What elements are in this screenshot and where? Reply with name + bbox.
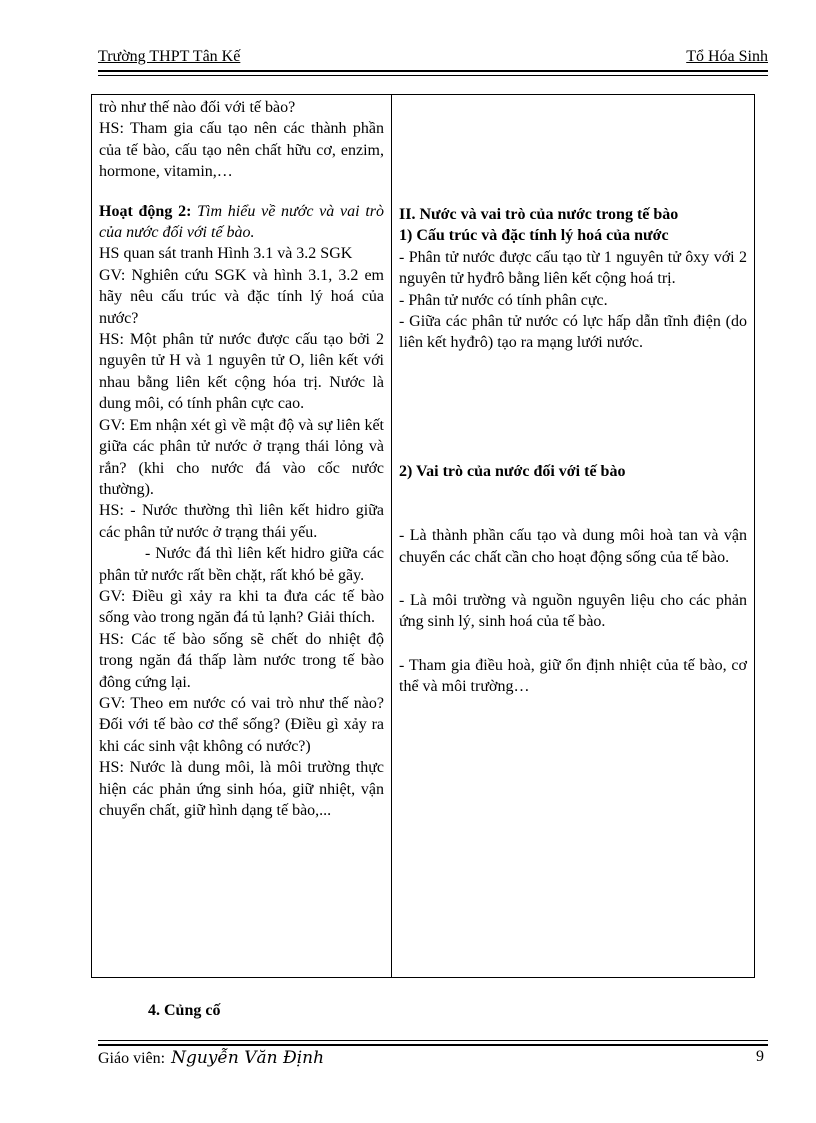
header-rule [98, 70, 768, 72]
subsection-title: 1) Cấu trúc và đặc tính lý hoá của nước [399, 227, 669, 245]
left-paragraph: GV: Theo em nước có vai trò như thế nào? Đối với tế bào cơ thể sống? (Điều gì xảy ra khi các sinh vật không có nước?) [99, 694, 384, 755]
left-paragraph: GV: Điều gì xảy ra khi ta đưa các tế bào sống vào trong ngăn đá tủ lạnh? Giải thích. [99, 587, 384, 627]
teacher-signature: Nguyễn Văn Định [171, 1048, 325, 1068]
content-paragraph: - Phân tử nước có tính phân cực. [399, 291, 608, 309]
left-paragraph: GV: Nghiên cứu SGK và hình 3.1, 3.2 em hãy nêu cấu trúc và đặc tính lý hoá của nước? [99, 266, 384, 327]
teacher-student-column [92, 95, 392, 978]
content-paragraph: - Là môi trường và nguồn nguyên liệu cho các phản ứng sinh lý, sinh hoá của tế bào. [399, 592, 747, 631]
left-paragraph: - Nước đá thì liên kết hidro giữa các phân tử nước rất bền chặt, rất khó bẻ gãy. [99, 545, 384, 584]
activity-heading [99, 201, 384, 244]
subsection-title: 2) Vai trò của nước đối với tế bào [399, 462, 626, 480]
left-paragraph: HS: Tham gia cấu tạo nên các thành phần của tế bào, cấu tạo nên chất hữu cơ, enzim, hormone, vitamin,… [99, 120, 384, 181]
content-column [392, 95, 755, 978]
left-paragraph: HS: - Nước thường thì liên kết hidro giữa các phân tử nước ở trạng thái yếu. [99, 502, 384, 541]
table-row [92, 95, 755, 978]
left-paragraph: HS: Một phân tử nước được cấu tạo bởi 2 nguyên tử H và 1 nguyên tử O, liên kết với nhau bằng liên kết cộng hóa trị. Nước là dung môi, có tính phân cực cao. [99, 331, 384, 413]
header-rule-thin [98, 75, 768, 76]
section-title: II. Nước và vai trò của nước trong tế bào [399, 206, 679, 223]
content-paragraph: - Là thành phần cấu tạo và dung môi hoà tan và vận chuyển các chất cần cho hoạt động sống của tế bào. [399, 527, 747, 566]
page-number: 9 [756, 1048, 764, 1065]
content-paragraph: - Phân tử nước được cấu tạo từ 1 nguyên tử ôxy với 2 nguyên tử hyđrô bằng liên kết cộng hoá trị. [399, 248, 747, 288]
activity-title: Tìm hiểu về nước và vai trò của nước đối với tế bào. [99, 202, 384, 242]
lesson-table [91, 94, 755, 978]
activity-label: Hoạt động 2: [99, 202, 192, 220]
footer-rule [98, 1044, 768, 1046]
content-paragraph: - Giữa các phân tử nước có lực hấp dẫn tĩnh điện (do liên kết hyđrô) tạo ra mạng lưới nước. [399, 313, 747, 352]
left-paragraph: HS: Nước là dung môi, là môi trường thực hiện các phản ứng sinh hóa, giữ nhiệt, vận chuyển chất, giữ hình dạng tế bào,... [99, 759, 384, 819]
left-paragraph: HS: Các tế bào sống sẽ chết do nhiệt độ trong ngăn đá thấp làm nước trong tế bào đông cứng lại. [99, 630, 384, 691]
left-paragraph: GV: Em nhận xét gì về mật độ và sự liên kết giữa các phân tử nước ở trạng thái lỏng và rắn? (khi cho nước đá vào cốc nước thường). [99, 416, 384, 498]
left-paragraph: HS quan sát tranh Hình 3.1 và 3.2 SGK [99, 245, 353, 263]
section-heading: 4. Củng cố [148, 1002, 221, 1019]
page-header [98, 48, 768, 70]
content-paragraph: - Tham gia điều hoà, giữ ổn định nhiệt của tế bào, cơ thể và môi trường… [399, 656, 747, 696]
teacher-label: Giáo viên: [98, 1050, 166, 1067]
department-name: Tổ Hóa Sinh [686, 48, 768, 65]
footer-teacher [98, 1048, 324, 1068]
left-paragraph: trò như thế nào đối với tế bào? [99, 99, 296, 116]
school-name: Trường THPT Tân Kế [98, 48, 241, 65]
footer-rule-thin [98, 1040, 768, 1041]
